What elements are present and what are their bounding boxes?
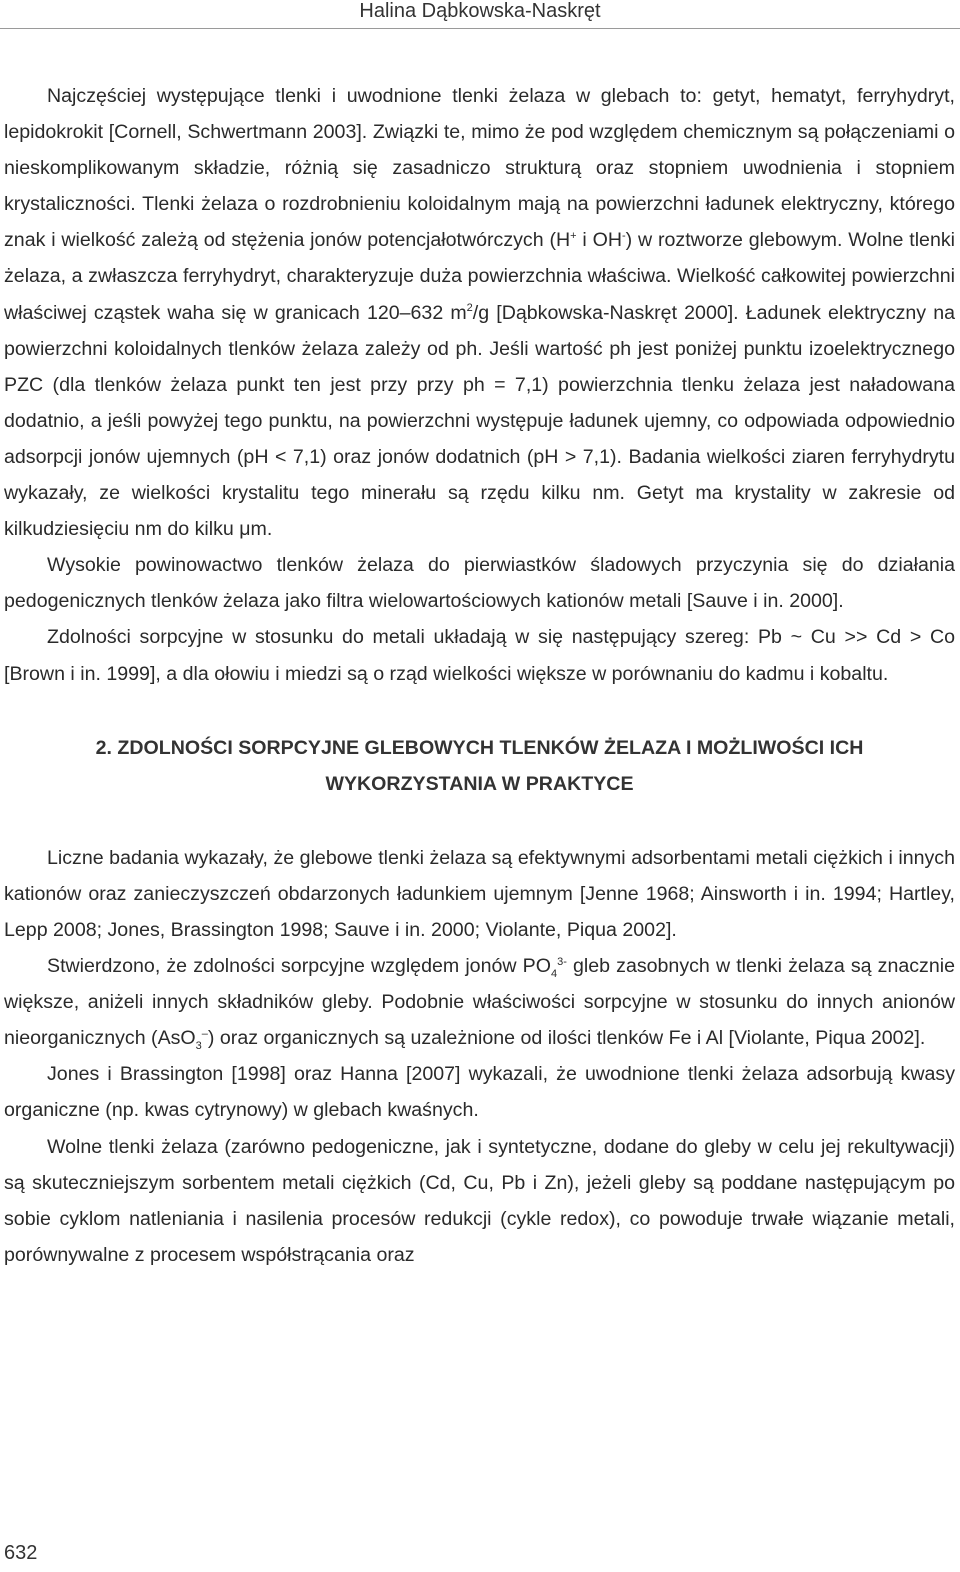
paragraph-text: Stwierdzono, że zdolności sorpcyjne względem jonów PO xyxy=(47,955,551,978)
superscript-3-minus: 3- xyxy=(557,955,567,968)
page-body xyxy=(4,78,955,1273)
paragraph-text: gleb zasobnych w tlenki żelaza są znacznie większe, aniżeli innych składników gleby. Podobnie właściwości sorpcyjne w stosunku do innych anionów nieorganicznych (AsO xyxy=(4,955,955,1050)
superscript-plus: + xyxy=(570,229,577,242)
superscript-2: 2 xyxy=(466,302,473,315)
section-heading-line-2: WYKORZYSTANIA W PRAKTYCE xyxy=(325,772,634,795)
section-heading-line-1: 2. ZDOLNOŚCI SORPCYJNE GLEBOWYCH TLENKÓW ŻELAZA I MOŻLIWOŚCI ICH xyxy=(95,736,864,759)
paragraph-iron-oxides-overview xyxy=(4,78,955,547)
subscript-3: 3 xyxy=(195,1040,202,1053)
paragraph-heavy-metals-adsorbents: Liczne badania wykazały, że glebowe tlenki żelaza są efektywnymi adsorbentami metali ciężkich i innych kationów oraz zanieczyszczeń obdarzonych ładunkiem ujemnym [Jenne 1968; Ainsworth i in. 1994; Hartley, Lepp 2008; Jones, Brassington 1998; Sauve i in. 2000; Violante, Piqua 2002]. xyxy=(4,846,955,941)
paragraph-trace-elements-affinity: Wysokie powinowactwo tlenków żelaza do pierwiastków śladowych przyczynia się do działania pedogenicznych tlenków żelaza jako filtra wielowartościowych kationów metali [Sauve i in. 2000]. xyxy=(4,554,955,613)
paragraph-text: /g [Dąbkowska-Naskręt 2000]. Ładunek elektryczny na powierzchni koloidalnych tlenków żelaza zależy od ph. Jeśli wartość ph jest poniżej punktu izoelektrycznego PZC (dla tlenków żelaza punkt ten jest przy przy ph = 7,1) powierzchnia tlenku żelaza jest naładowana dodatnio, a jeśli powyżej tego punktu, na powierzchni występuje ładunek ujemny, co odpowiada odpowiednio adsorpcji jonów ujemnych (pH < 7,1) oraz jonów dodatnich (pH > 7,1). Badania wielkości ziaren ferryhydrytu wykazały, ze wielkości krystalitu tego minerału są rzędu kilku nm. Getyt ma krystality w zakresie od kilkudziesięciu nm do kilku μm. xyxy=(4,301,955,541)
paragraph-sorption-series: Zdolności sorpcyjne w stosunku do metali układają w się następujący szereg: Pb ~ Cu >> Cd > Co [Brown i in. 1999], a dla ołowiu i miedzi są o rząd wielkości większe w porównaniu do kadmu i kobaltu. xyxy=(4,626,955,685)
paragraph-text: ) w roztworze glebowym. Wolne tlenki żelaza, a zwłaszcza ferryhydryt, charakteryzuje duża powierzchnia właściwa. Wielkość całkowitej powierzchni właściwej cząstek waha się w granicach 120–632 m xyxy=(4,229,955,324)
page-number: 632 xyxy=(4,1542,38,1564)
paragraph-redox-cycles: Wolne tlenki żelaza (zarówno pedogeniczne, jak i syntetyczne, dodane do gleby w celu jej rekultywacji) są skuteczniejszym sorbentem metali ciężkich (Cd, Cu, Pb i Zn), jeżeli gleby są poddane następującym po sobie cyklom natleniania i nasilenia procesów redukcji (cykle redox), co powoduje trwałe wiązanie metali, porównywalne z procesem współstrącania oraz xyxy=(4,1135,955,1266)
paragraph-phosphate-sorption xyxy=(4,948,955,1056)
paragraph-text: Najczęściej występujące tlenki i uwodnione tlenki żelaza w glebach to: getyt, hematyt, ferryhydryt, lepidokrokit [Cornell, Schwertmann 2003]. Związki te, mimo że pod względem chemicznym są połączeniami o nieskomplikowanym składzie, różnią się zasadniczo strukturą oraz stopniem uwodnienia i stopniem krystaliczności. Tlenki żelaza o rozdrobnieniu koloidalnym mają na powierzchni ładunek elektryczny, którego znak i wielkość zależą od stężenia jonów potencjałotwórczych (H xyxy=(4,85,955,252)
section-heading xyxy=(4,730,955,802)
running-title: Halina Dąbkowska-Naskręt xyxy=(359,0,601,22)
paragraph-text: i OH xyxy=(576,229,622,252)
subscript-4: 4 xyxy=(550,967,558,980)
superscript-minus: – xyxy=(201,1027,208,1040)
header-divider xyxy=(0,28,960,29)
paragraph-organic-acids: Jones i Brassington [1998] oraz Hanna [2007] wykazali, że uwodnione tlenki żelaza adsorbują kwasy organiczne (np. kwas cytrynowy) w glebach kwaśnych. xyxy=(4,1063,955,1122)
superscript-minus: - xyxy=(621,229,626,242)
paragraph-text: ) oraz organicznych są uzależnione od ilości tlenków Fe i Al [Violante, Piqua 2002]. xyxy=(207,1027,926,1050)
running-header xyxy=(0,0,960,28)
